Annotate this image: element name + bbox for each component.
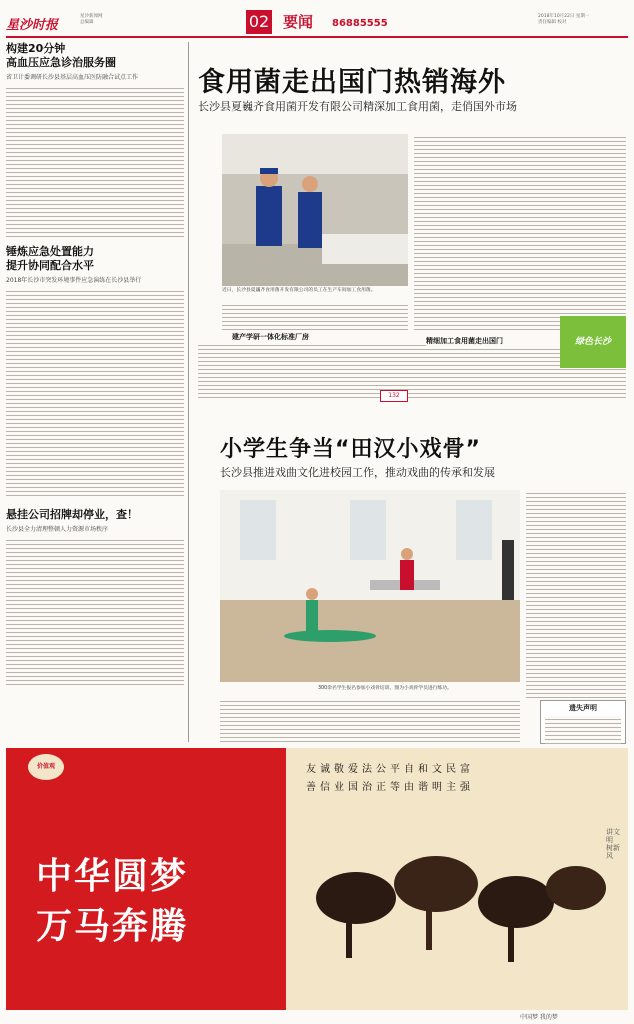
column-divider (188, 42, 189, 742)
factory-workers-image (222, 134, 408, 286)
a2-sub: 2018年长沙市突发环境事件应急演练在长沙县举行 (6, 277, 142, 284)
feature1-section-1: 精细加工食用菌走出国门 (426, 337, 503, 345)
notice-body (545, 716, 621, 744)
green-badge: 绿色长沙 (560, 316, 626, 368)
feature2-subtitle: 长沙县推进戏曲文化进校园工作，推动戏曲的传承和发展 (220, 466, 495, 479)
ad-banner (6, 748, 628, 1010)
masthead-sub: 星沙新闻网 总编辑 (80, 14, 103, 25)
ad-footer: 中国梦 我的梦 (520, 1014, 558, 1021)
section-label: 要闻 (283, 13, 314, 31)
feature1-subtitle: 长沙县夏巍齐食用菌开发有限公司精深加工食用菌，走俏国外市场 (198, 100, 517, 113)
a1-body (6, 85, 184, 237)
feature1-caption: 近日，长沙县夏巍齐食用菌开发有限公司的员工在生产车间加工食用菌。 (222, 288, 376, 293)
date-line: 2018年10月22日 星期一 责任编辑 校对 (538, 14, 590, 25)
feature2-body-right (526, 490, 626, 698)
ad-logo: 价值观 (28, 754, 64, 780)
feature1-photo (222, 134, 408, 286)
feature2-body-lower (220, 698, 520, 742)
ad-line-1: 中华圆梦 (36, 856, 189, 897)
header-rule (6, 36, 628, 38)
a3-title: 悬挂公司招牌却停业，查！ (6, 508, 138, 521)
stamp-badge: 132 (380, 390, 408, 402)
notice-title: 遗失声明 (569, 704, 597, 712)
ad-line-2: 万马奔腾 (36, 906, 189, 947)
feature1-section-2: 建产学研一体化标准厂房 (232, 333, 309, 341)
a2-body (6, 288, 184, 498)
ad-values-row-2: 善信业国治正等由谐明主强 (306, 782, 474, 793)
a3-body (6, 537, 184, 687)
feature1-gutter (198, 134, 218, 334)
feature1-title: 食用菌走出国门热销海外 (198, 67, 506, 98)
feature1-body-mid (222, 302, 408, 330)
a2-title-2: 提升协同配合水平 (6, 259, 94, 272)
horses-image (286, 798, 616, 978)
a1-sub: 省卫计委调研长沙县基层高血压医防融合试点工作 (6, 74, 139, 81)
a3-sub: 长沙县全力清理整顿人力资源市场秩序 (6, 526, 109, 533)
left-column (6, 42, 184, 742)
notice-box (540, 700, 626, 744)
feature2-title: 小学生争当“田汉小戏骨” (220, 437, 481, 462)
page-number: 02 (246, 10, 272, 34)
masthead-logo: 星沙时报 (6, 18, 59, 33)
feature2-caption: 300余名学生报名参加小戏骨培训。图为小戏骨学员进行练功。 (318, 686, 452, 691)
a2-title-1: 锤炼应急处置能力 (6, 245, 94, 258)
feature2-photo (220, 490, 520, 682)
ad-side-text: 讲文明 树新风 (606, 828, 620, 860)
feature1-body-right (414, 134, 626, 330)
a1-title-1: 构建20分钟 (6, 42, 66, 55)
dance-class-image (220, 490, 520, 682)
a1-title-2: 高血压应急诊治服务圈 (6, 56, 116, 69)
phone: 86885555 (332, 18, 388, 29)
ad-values-row-1: 友诚敬爱法公平自和文民富 (306, 764, 474, 775)
